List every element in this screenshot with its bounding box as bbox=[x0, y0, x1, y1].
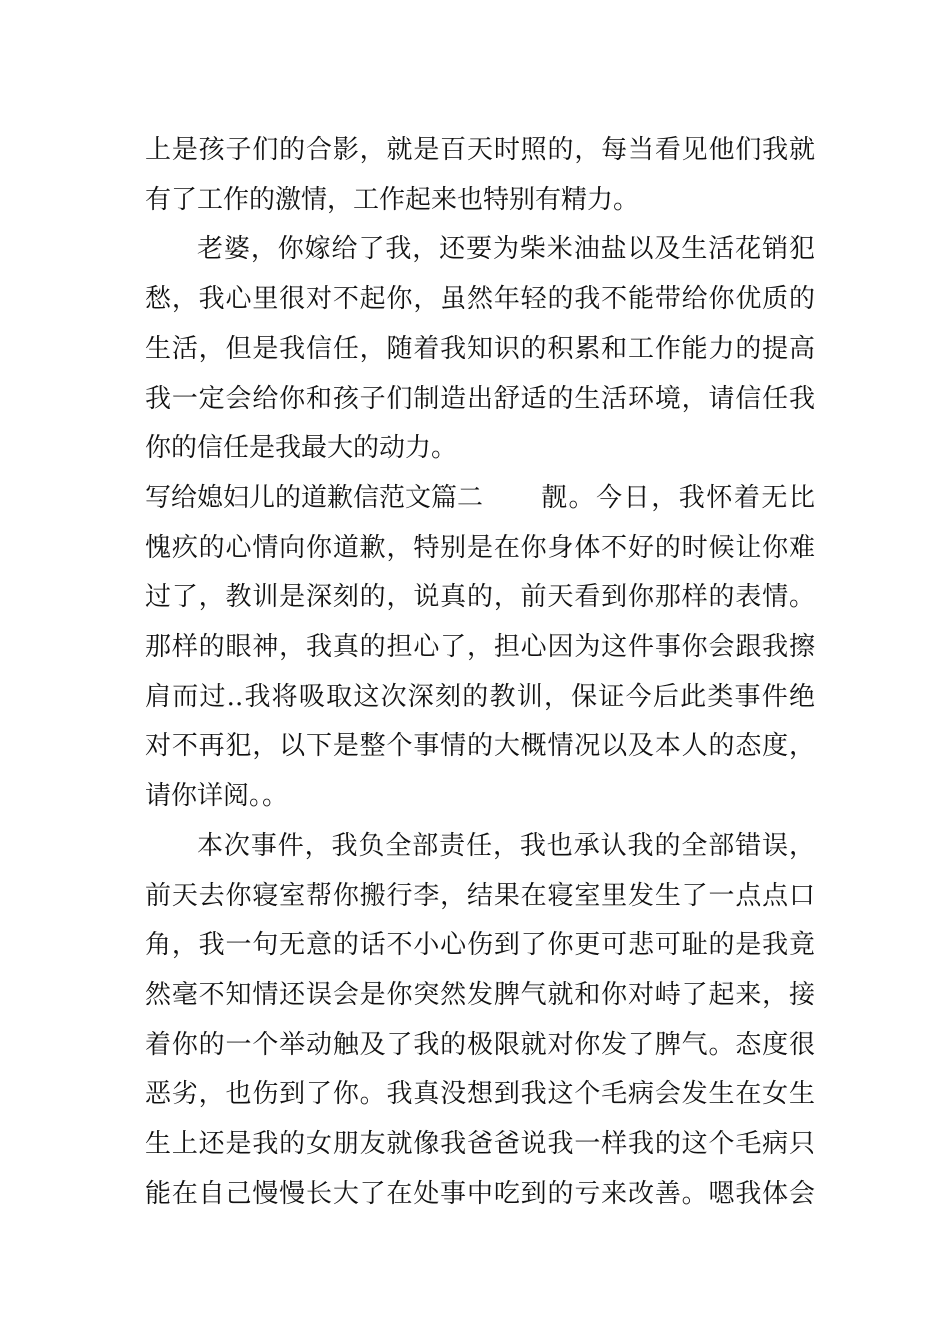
section-heading-row bbox=[145, 478, 815, 518]
text-line: 愁，我心里很对不起你，虽然年轻的我不能带给你优质的 bbox=[145, 284, 815, 314]
text-line: 对不再犯，以下是整个事情的大概情况以及本人的态度， bbox=[145, 731, 815, 761]
text-line: 你的信任是我最大的动力。 bbox=[145, 433, 458, 463]
text-line: 生活，但是我信任，随着我知识的积累和工作能力的提高 bbox=[145, 334, 815, 364]
text-line: 肩而过..我将吸取这次深刻的教训，保证今后此类事件绝 bbox=[145, 682, 815, 712]
section-heading: 写给媳妇儿的道歉信范文篇二 bbox=[145, 483, 484, 513]
text-line: 上是孩子们的合影，就是百天时照的，每当看见他们我就 bbox=[145, 135, 815, 165]
text-line: 生上还是我的女朋友就像我爸爸说我一样我的这个毛病只 bbox=[145, 1129, 815, 1159]
text-line: 角，我一句无意的话不小心伤到了你更可悲可耻的是我竟 bbox=[145, 930, 815, 960]
text-line: 靓。今日，我怀着无比 bbox=[541, 483, 815, 513]
text-line: 请你详阅。。 bbox=[145, 781, 289, 811]
text-line: 老婆，你嫁给了我，还要为柴米油盐以及生活花销犯 bbox=[197, 234, 815, 264]
text-line: 愧疚的心情向你道歉，特别是在你身体不好的时候让你难 bbox=[145, 533, 815, 563]
text-line: 恶劣，也伤到了你。我真没想到我这个毛病会发生在女生 bbox=[145, 1079, 815, 1109]
text-line: 前天去你寝室帮你搬行李，结果在寝室里发生了一点点口 bbox=[145, 881, 815, 911]
text-line: 然毫不知情还误会是你突然发脾气就和你对峙了起来，接 bbox=[145, 980, 815, 1010]
text-line: 本次事件，我负全部责任，我也承认我的全部错误， bbox=[197, 831, 815, 861]
text-line: 有了工作的激情，工作起来也特别有精力。 bbox=[145, 185, 640, 215]
text-line: 着你的一个举动触及了我的极限就对你发了脾气。态度很 bbox=[145, 1030, 815, 1060]
text-line: 那样的眼神，我真的担心了，担心因为这件事你会跟我擦 bbox=[145, 632, 815, 662]
text-line: 我一定会给你和孩子们制造出舒适的生活环境，请信任我 bbox=[145, 384, 815, 414]
text-line: 过了，教训是深刻的，说真的，前天看到你那样的表情。 bbox=[145, 582, 815, 612]
text-line: 能在自己慢慢长大了在处事中吃到的亏来改善。嗯我体会 bbox=[145, 1179, 815, 1209]
